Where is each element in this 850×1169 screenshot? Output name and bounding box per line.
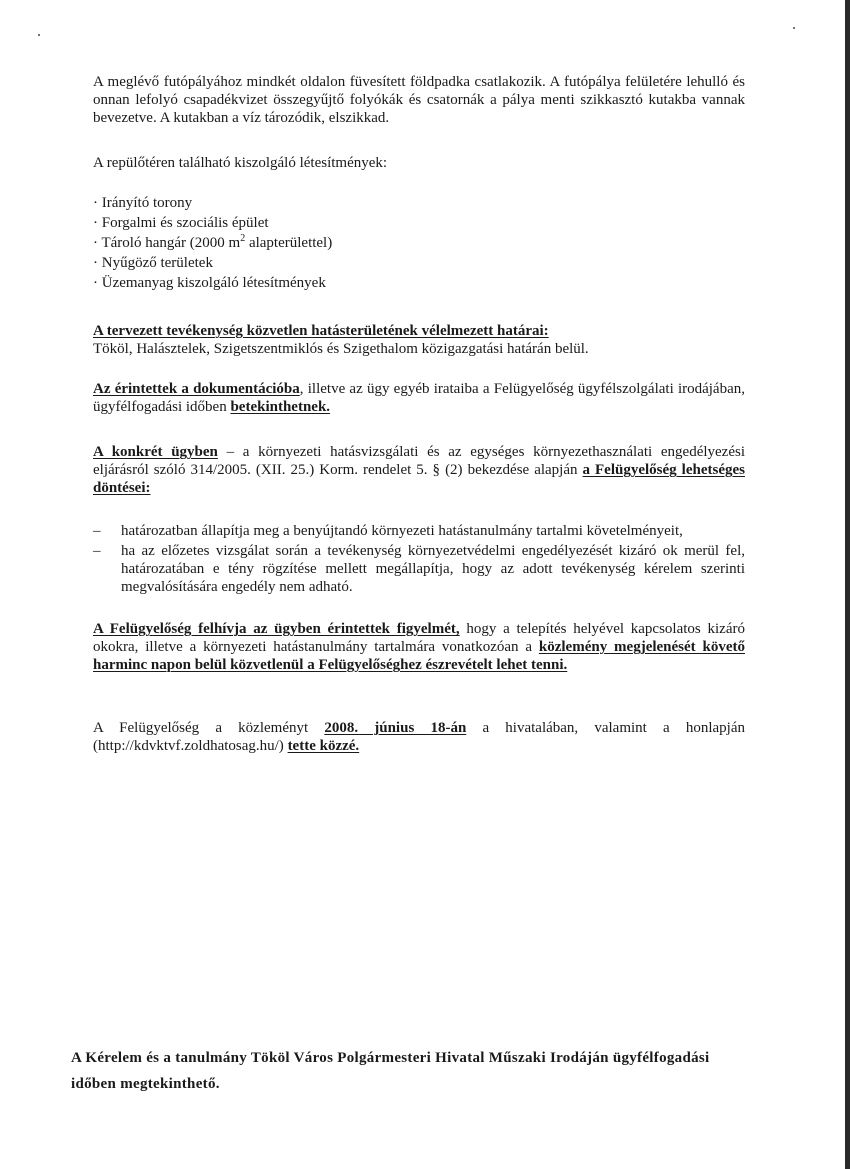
impact-text: Tököl, Halásztelek, Szigetszentmiklós és Szigethalom közigazgatási határán belül. — [93, 341, 589, 357]
call-end: közlemény megjelenését követő harminc napon belül közvetlenül a Felügyelőséghez észrevételt lehet tenni. — [93, 639, 746, 673]
list-item: · Nyűgöző területek — [93, 255, 213, 271]
impact-heading: A tervezett tevékenység közvetlen hatásterületének vélelmezett határai: — [93, 323, 549, 339]
list-item: · Üzemanyag kiszolgáló létesítmények — [93, 275, 326, 291]
scan-speck — [38, 34, 40, 36]
publication-date: 2008. június 18-án — [324, 720, 467, 736]
footer-note — [71, 1045, 711, 1097]
documentation-text: Az érintettek a dokumentációba, illetve az ügy egyéb irataiba a Felügyelőség ügyfélszolgálati irodájában, ügyfélfogadási időben betekinthetnek. — [93, 381, 745, 415]
services-heading: A repülőtéren található kiszolgáló létesítmények: — [93, 155, 388, 171]
impact-section — [93, 322, 745, 358]
scan-speck — [793, 27, 795, 29]
publication-text: A Felügyelőség a közleményt 2008. június 18-án a hivatalában, valamint a honlapján (http://kdvktvf.zoldhatosag.hu/) tette közzé. — [93, 720, 745, 754]
publication-section — [93, 719, 745, 755]
footer-text: A Kérelem és a tanulmány Tököl Város Polgármesteri Hivatal Műszaki Irodáján ügyfélfogadási időben megtekinthető. — [71, 1050, 710, 1092]
list-item: – ha az előzetes vizsgálat során a tevékenység környezetvédelmi engedélyezését kizáró ok merül fel, határozatában e tény rögzítése mellett megállapítja, hogy az adott tevékenység kérelem szerinti megvalósítására engedély nem adható. — [93, 543, 745, 595]
intro-text: A meglévő futópályához mindkét oldalon füvesített földpadka csatlakozik. A futópálya felületére lehulló és onnan lefolyó csapadékvizet összegyűjtő folyókák és csatornák a pálya menti szikkasztó kutakba vannak bevezetve. A kutakban a víz tározódik, elszikkad. — [93, 74, 745, 126]
decisions-section — [93, 522, 745, 596]
scan-edge — [845, 0, 850, 1169]
list-item: – határozatban állapítja meg a benyújtandó környezeti hatástanulmány tartalmi követelményeit, — [93, 523, 683, 539]
list-item: · Tároló hangár (2000 $m^2$ alapterülettel) — [93, 233, 333, 251]
publication-end: tette közzé. — [287, 738, 360, 754]
case-lead: A konkrét ügyben — [93, 444, 218, 460]
documentation-section — [93, 380, 745, 416]
list-item: · Forgalmi és szociális épület — [93, 215, 269, 231]
services-list — [93, 193, 745, 293]
case-text: A konkrét ügyben – a környezeti hatásvizsgálati és az egységes környezethasználati engedélyezési eljárásról szóló 314/2005. (XII. 25.) Korm. rendelet 5. § (2) bekezdése alapján a Felügyelőség lehetséges döntései: — [93, 444, 746, 496]
services-section — [93, 154, 745, 172]
case-section — [93, 443, 745, 497]
list-item: · Irányító torony — [93, 195, 193, 211]
call-lead: A Felügyelőség felhívja az ügyben érintettek figyelmét, — [93, 621, 460, 637]
documentation-end: betekinthetnek. — [230, 399, 331, 415]
intro-paragraph — [93, 73, 745, 127]
case-end: a Felügyelőség lehetséges döntései: — [93, 462, 745, 496]
call-section — [93, 620, 745, 674]
call-text: A Felügyelőség felhívja az ügyben érintettek figyelmét, hogy a telepítés helyével kapcsolatos kizáró okokra, illetve a környezeti hatástanulmány tartalmára vonatkozóan a közlemény megjelenését követő harminc napon belül közvetlenül a Felügyelőséghez észrevételt lehet tenni. — [93, 621, 746, 673]
documentation-lead: Az érintettek a dokumentációba — [93, 381, 300, 397]
